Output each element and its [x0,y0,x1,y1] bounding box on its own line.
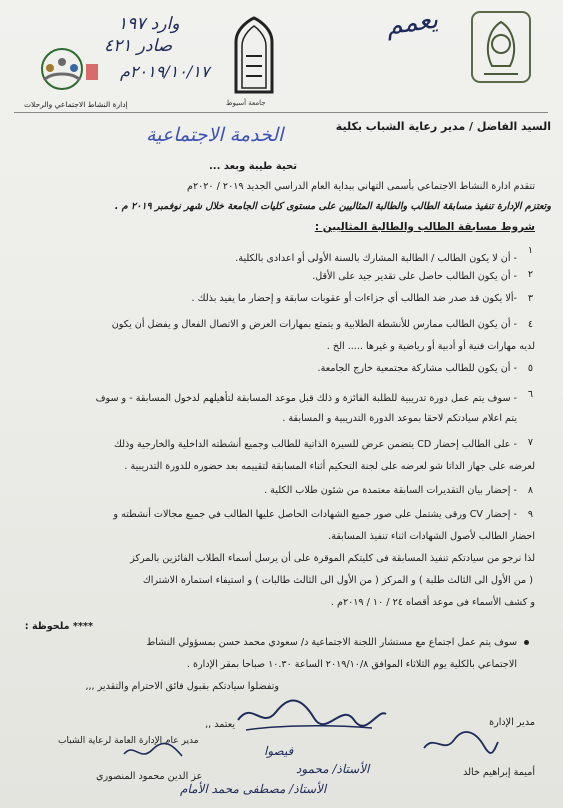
condition-9-text: - إحضار CV ورقى يشتمل على صور جميع الشهادات الحاصل عليها الطالب في جميع مجالات أنشطته و [113,509,517,520]
left-director-signature [118,738,188,768]
addressee-label: السيد الفاضل / مدير رعاية الشباب بكلية [335,120,551,133]
center-university-logo-icon [232,16,276,96]
note-title: **** ملحوظة : [24,621,93,632]
condition-9-continuation: احضار الطالب لأصول الشهادات اثناء تنفيذ المسابقة. [328,531,535,542]
note-bullet-icon [524,640,529,645]
condition-3-number: ٣ [527,293,533,304]
condition-4-continuation: لديه مهارات فنية أو أدبية أو رياضية و غيرها ..... الخ . [326,341,535,352]
handwritten-middle-note: فيصوا [264,744,294,758]
conditions-title: شروط مسابقة الطالب والطالبة المثاليين : [314,221,535,233]
header-divider [14,112,548,113]
social-activity-logo-icon [22,44,102,94]
condition-8-text: - إحضار بيان التقديرات السابقة معتمدة من شئون طلاب الكلية . [264,485,517,496]
intro-paragraph-2: وتعتزم الإدارة تنفيذ مسابقة الطالب والطالبة المثاليين على مستوى كليات الجامعة خلال شهر نوفمبر ٢٠١٩ م . [114,201,551,212]
condition-6-number: ٦ [527,389,533,400]
condition-7-continuation: لعرضه على جهاز الداتا شو لعرضه على لجنة التحكيم أثناء المسابقة لتقييمه بعد حضوره للدورة التدريبية . [124,461,535,472]
condition-3-text: -ألا يكون قد صدر ضد الطالب أي جزاءات أو عقوبات سابقة و إحضار ما يفيد بذلك . [191,293,517,304]
note-line-1: سوف يتم عمل اجتماع مع مستشار اللجنة الاجتماعية د/ سعودي محمد حسن بمسؤولي النشاط [146,637,517,648]
condition-5-number: ٥ [527,363,533,374]
condition-9-number: ٩ [527,509,533,520]
signature-left-name: عز الدين محمود المنصوري [96,771,203,782]
closing-line: وتفضلوا سيادتكم بقبول فائق الاحترام والتقدير ,,, [85,681,279,692]
condition-2-number: ٢ [527,269,533,280]
condition-4-number: ٤ [527,319,533,330]
ref-line-3: ٢٠١٩/١٠/١٧م [120,62,210,81]
corner-handwritten-note: يعمم [384,4,440,42]
request-line-1: لذا نرجو من سيادتكم تنفيذ المسابقة فى كليتكم الموقرة على أن يرسل أسماء الطلاب الفائزين بالمركز [130,553,535,564]
handwritten-signature-top [232,690,392,740]
right-manager-signature [420,728,500,758]
addressee-faculty-handwritten: الخدمة الاجتماعية [146,124,284,146]
handwritten-bottom-2: الأستاذ/ مصطفى محمد الأمام [180,782,327,796]
request-line-3: و كشف الأسماء فى موعد أقصاه ٢٤ / ١٠ / ٢٠١٩م . [330,597,535,608]
center-logo-text: جامعة أسيوط [226,99,266,107]
condition-1-text: - أن لا يكون الطالب / الطالبة المشارك بالسنة الأولى أو اعدادى بالكلية. [235,253,517,264]
signature-left-title: مدير عام الإدارة العامة لرعاية الشباب [58,736,199,746]
intro-paragraph-1: تتقدم ادارة النشاط الاجتماعي بأسمى التهاني ببداية العام الدراسي الجديد ٢٠١٩ / ٢٠٢٠م [187,181,535,192]
condition-4-text: - أن يكون الطالب ممارس للأنشطة الطلابية و يتمتع بمهارات العرض و الاتصال الفعال و يفضل أن يكون [111,319,517,330]
university-emblem-icon [466,8,536,88]
ref-line-1: وارد ١٩٧ [118,14,180,34]
left-logo-caption: إدارة النشاط الاجتماعي والرحلات [24,100,128,109]
condition-1-number: ١ [527,245,533,256]
condition-7-text: - على الطالب إحضار CD يتضمن عرض للسيرة الذاتية للطالب وجميع أنشطته الداخلية والخارجية وذلك [113,439,517,450]
signature-right-name: أميمة إبراهيم خالد [463,767,535,778]
condition-2-text: - أن يكون الطالب حاصل على تقدير جيد على الأقل. [312,271,517,282]
greeting: تحية طيبة وبعد ... [209,161,297,172]
handwritten-bottom-1: الأستاذ/ محمود [296,762,370,776]
note-line-2: الاجتماعي بالكلية يوم الثلاثاء الموافق ٢٠١٩/١٠/٨ الساعة ١٠.٣٠ صباحا بمقر الإدارة . [186,659,517,670]
condition-6-text: - سوف يتم عمل دورة تدريبية للطلبة الفائزة و ذلك قبل موعد المسابقة لتأهيلهم لدخول المسابقة - و سوف [95,393,517,404]
signature-right-title: مدير الإدارة [489,717,535,728]
ref-line-2: صادر ٤٢١ [104,36,173,56]
request-line-2: ( من الأول الى الثالث طلبة ) و المركز ( من الأول الى الثالث طالبات ) و استيفاء استمارة الاشتراك [142,575,533,586]
condition-5-text: - أن يكون للطالب مشاركة مجتمعية خارج الجامعة. [317,363,517,374]
signature-middle-word: يعتمد ,, [205,719,235,730]
condition-7-number: ٧ [527,437,533,448]
condition-8-number: ٨ [527,485,533,496]
condition-6-continuation: يتم اعلام سيادتكم لاحقا بموعد الدورة التدريبية و المسابقة . [282,413,517,424]
